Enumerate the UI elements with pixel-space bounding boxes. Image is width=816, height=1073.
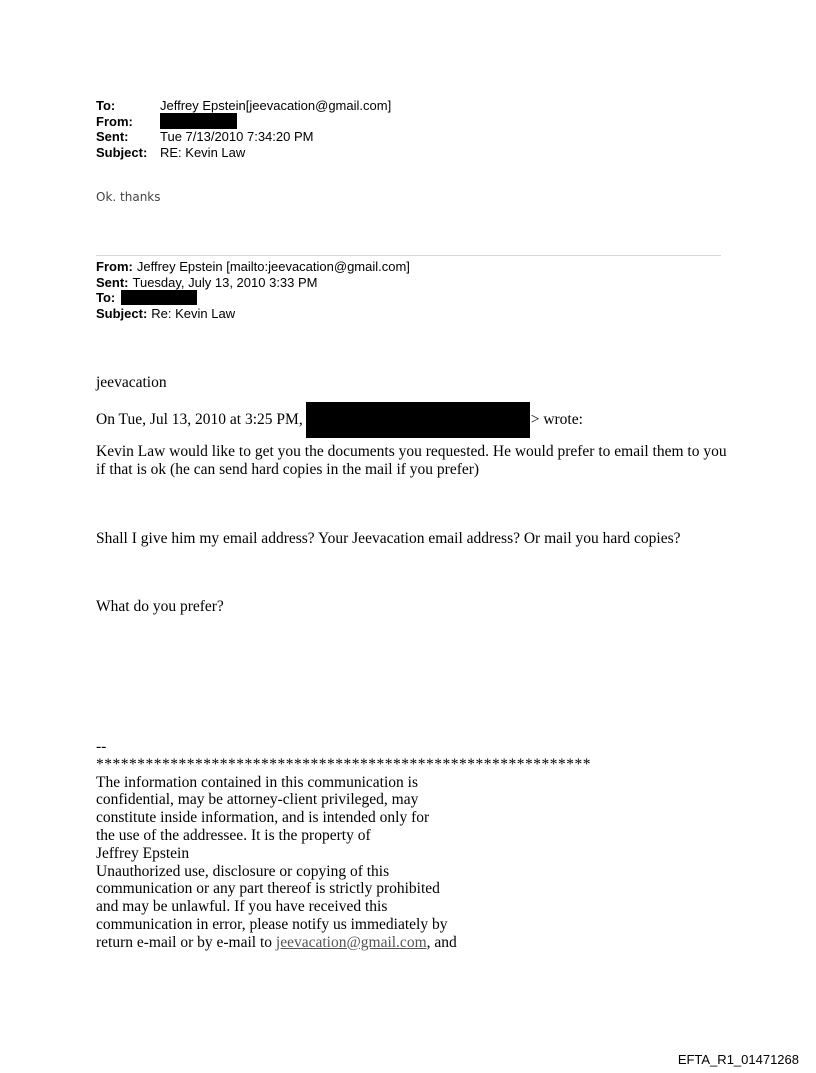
footer-stars: ************************************************************ bbox=[96, 755, 591, 773]
document-id: EFTA_R1_01471268 bbox=[677, 1052, 799, 1067]
to-label: To: bbox=[96, 98, 116, 113]
footer-line-prefix: return e-mail or by e-mail to bbox=[96, 933, 276, 951]
email-link[interactable]: jeevacation@gmail.com bbox=[275, 933, 427, 951]
footer-line-suffix: , and bbox=[426, 933, 457, 951]
quoted-from-value: Jeffrey Epstein [mailto:jeevacation@gmail.com] bbox=[136, 259, 410, 274]
footer-line: constitute inside information, and is intended only for bbox=[96, 809, 430, 827]
quoted-subject-label: Subject: bbox=[96, 305, 148, 321]
quoted-sent-label: Sent: bbox=[96, 274, 129, 290]
confidentiality-footer bbox=[96, 738, 596, 952]
quoted-from-row bbox=[96, 259, 410, 275]
quoted-sent-value: Tuesday, July 13, 2010 3:33 PM bbox=[132, 274, 318, 290]
signature-name: jeevacation bbox=[96, 374, 167, 391]
redaction-box bbox=[306, 402, 530, 438]
footer-dashes: -- bbox=[96, 738, 107, 755]
quoted-header bbox=[96, 259, 410, 321]
on-wrote-suffix: > wrote: bbox=[530, 411, 583, 428]
body-paragraph: Kevin Law would like to get you the documents you requested. He would prefer to email them to you if that is ok (he can send hard copies in the mail if you prefer) bbox=[96, 443, 727, 478]
quoted-subject-row bbox=[96, 306, 410, 322]
from-row bbox=[96, 114, 391, 130]
quote-divider bbox=[96, 255, 721, 256]
reply-text: Ok. thanks bbox=[96, 190, 161, 204]
subject-row bbox=[96, 145, 391, 161]
quoted-to-row bbox=[96, 290, 410, 306]
on-wrote-line bbox=[96, 402, 583, 438]
footer-line: Jeffrey Epstein bbox=[96, 844, 190, 862]
on-wrote-prefix: On Tue, Jul 13, 2010 at 3:25 PM, bbox=[96, 411, 303, 428]
sent-label: Sent: bbox=[96, 129, 129, 144]
footer-line: confidential, may be attorney-client privileged, may bbox=[96, 791, 419, 809]
footer-line: Unauthorized use, disclosure or copying of this bbox=[96, 862, 390, 880]
quoted-to-label: To: bbox=[96, 290, 116, 305]
footer-line: communication or any part thereof is strictly prohibited bbox=[96, 880, 440, 898]
to-row bbox=[96, 98, 391, 114]
footer-line: communication in error, please notify us immediately by bbox=[96, 915, 448, 933]
quoted-from-label: From: bbox=[96, 259, 133, 274]
to-value: Jeffrey Epstein[jeevacation@gmail.com] bbox=[160, 98, 392, 113]
subject-value: RE: Kevin Law bbox=[160, 144, 246, 160]
footer-line: the use of the addressee. It is the property of bbox=[96, 826, 371, 844]
sent-row bbox=[96, 129, 391, 145]
from-label: From: bbox=[96, 113, 133, 129]
quoted-sent-row bbox=[96, 275, 410, 291]
body-paragraph: Shall I give him my email address? Your Jeevacation email address? Or mail you hard copies? bbox=[96, 530, 681, 547]
sent-value: Tue 7/13/2010 7:34:20 PM bbox=[160, 129, 314, 144]
body-paragraph: What do you prefer? bbox=[96, 598, 224, 615]
footer-line bbox=[96, 934, 596, 952]
redaction-box bbox=[121, 290, 197, 305]
redaction-box bbox=[160, 113, 237, 129]
footer-line: and may be unlawful. If you have received this bbox=[96, 898, 388, 916]
quoted-subject-value: Re: Kevin Law bbox=[151, 305, 236, 321]
subject-label: Subject: bbox=[96, 144, 148, 160]
email-header bbox=[96, 98, 391, 160]
footer-line: The information contained in this communication is bbox=[96, 773, 418, 791]
